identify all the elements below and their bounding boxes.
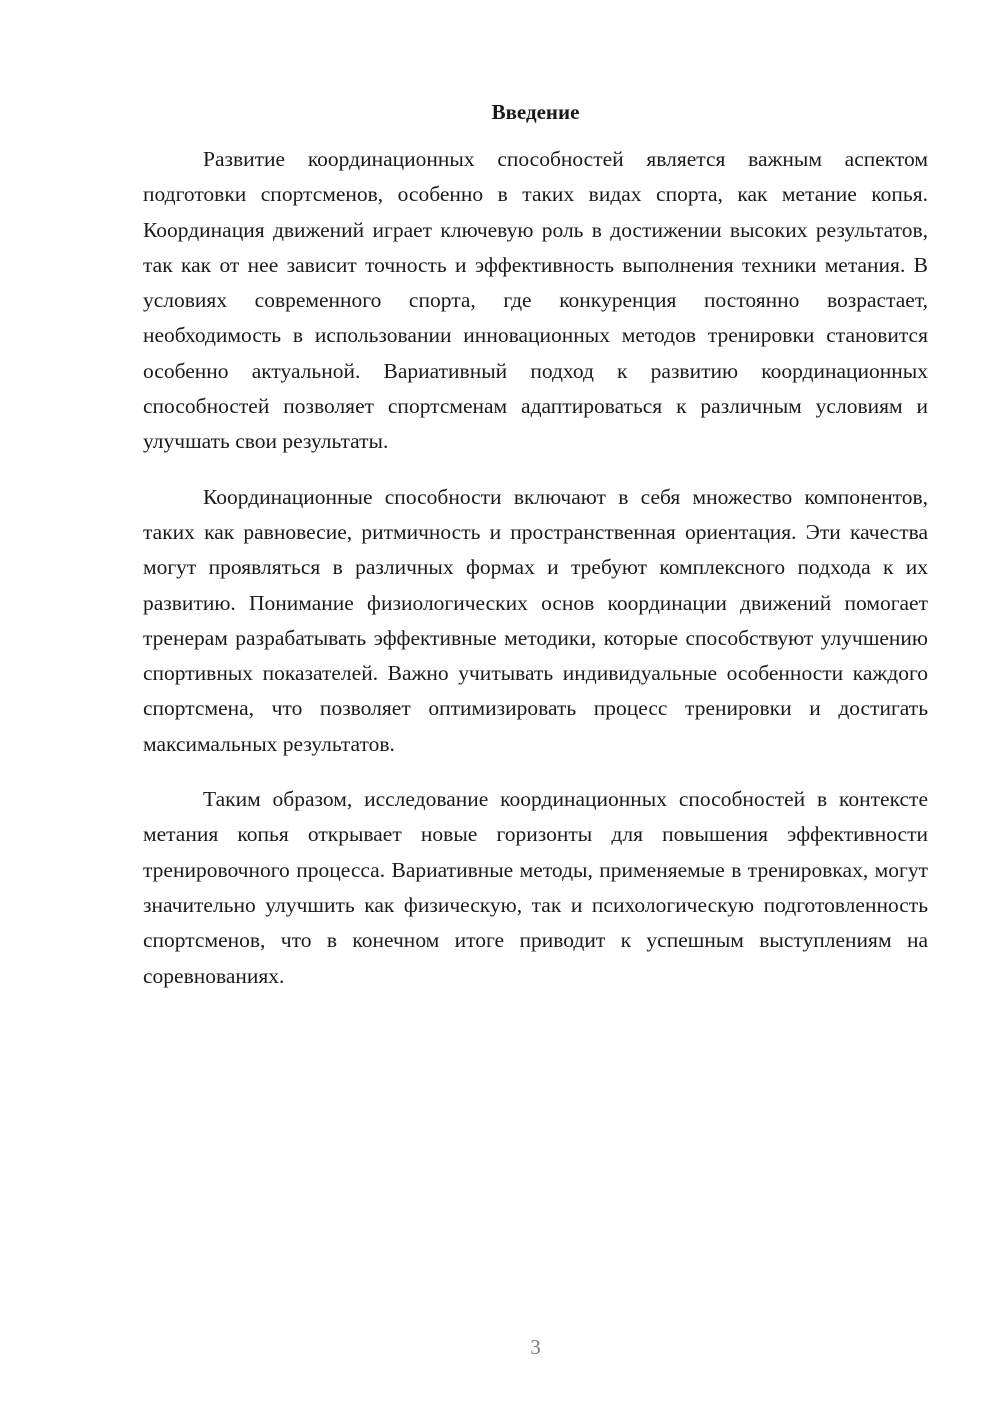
paragraph-2: Координационные способности включают в себя множество компонентов, таких как равновесие, ритмичность и пространственная ориентация. Эти качества могут проявляться в различных формах и требуют комплексного подхода к их развитию. Понимание физиологических основ координации движений помогает тренерам разрабатывать эффективные методики, которые способствуют улучшению спортивных показателей. Важно учитывать индивидуальные особенности каждого спортсмена, что позволяет оптимизировать процесс тренировки и достигать максимальных результатов.	[143, 484, 928, 756]
paragraph-3: Таким образом, исследование координационных способностей в контексте метания копья открывает новые горизонты для повышения эффективности тренировочного процесса. Вариативные методы, применяемые в тренировках, могут значительно улучшить как физическую, так и психологическую подготовленность спортсменов, что в конечном итоге приводит к успешным выступлениям на соревнованиях.	[143, 787, 928, 988]
page-number: 3	[530, 1335, 541, 1359]
section-heading: Введение	[491, 100, 580, 124]
paragraph-1: Развитие координационных способностей является важным аспектом подготовки спортсменов, особенно в таких видах спорта, как метание копья. Координация движений играет ключевую роль в достижении высоких результатов, так как от нее зависит точность и эффективность выполнения техники метания. В условиях современного спорта, где конкуренция постоянно возрастает, необходимость в использовании инновационных методов тренировки становится особенно актуальной. Вариативный подход к развитию координационных способностей позволяет спортсменам адаптироваться к различным условиям и улучшать свои результаты.	[143, 147, 928, 454]
body-text	[143, 142, 928, 1014]
